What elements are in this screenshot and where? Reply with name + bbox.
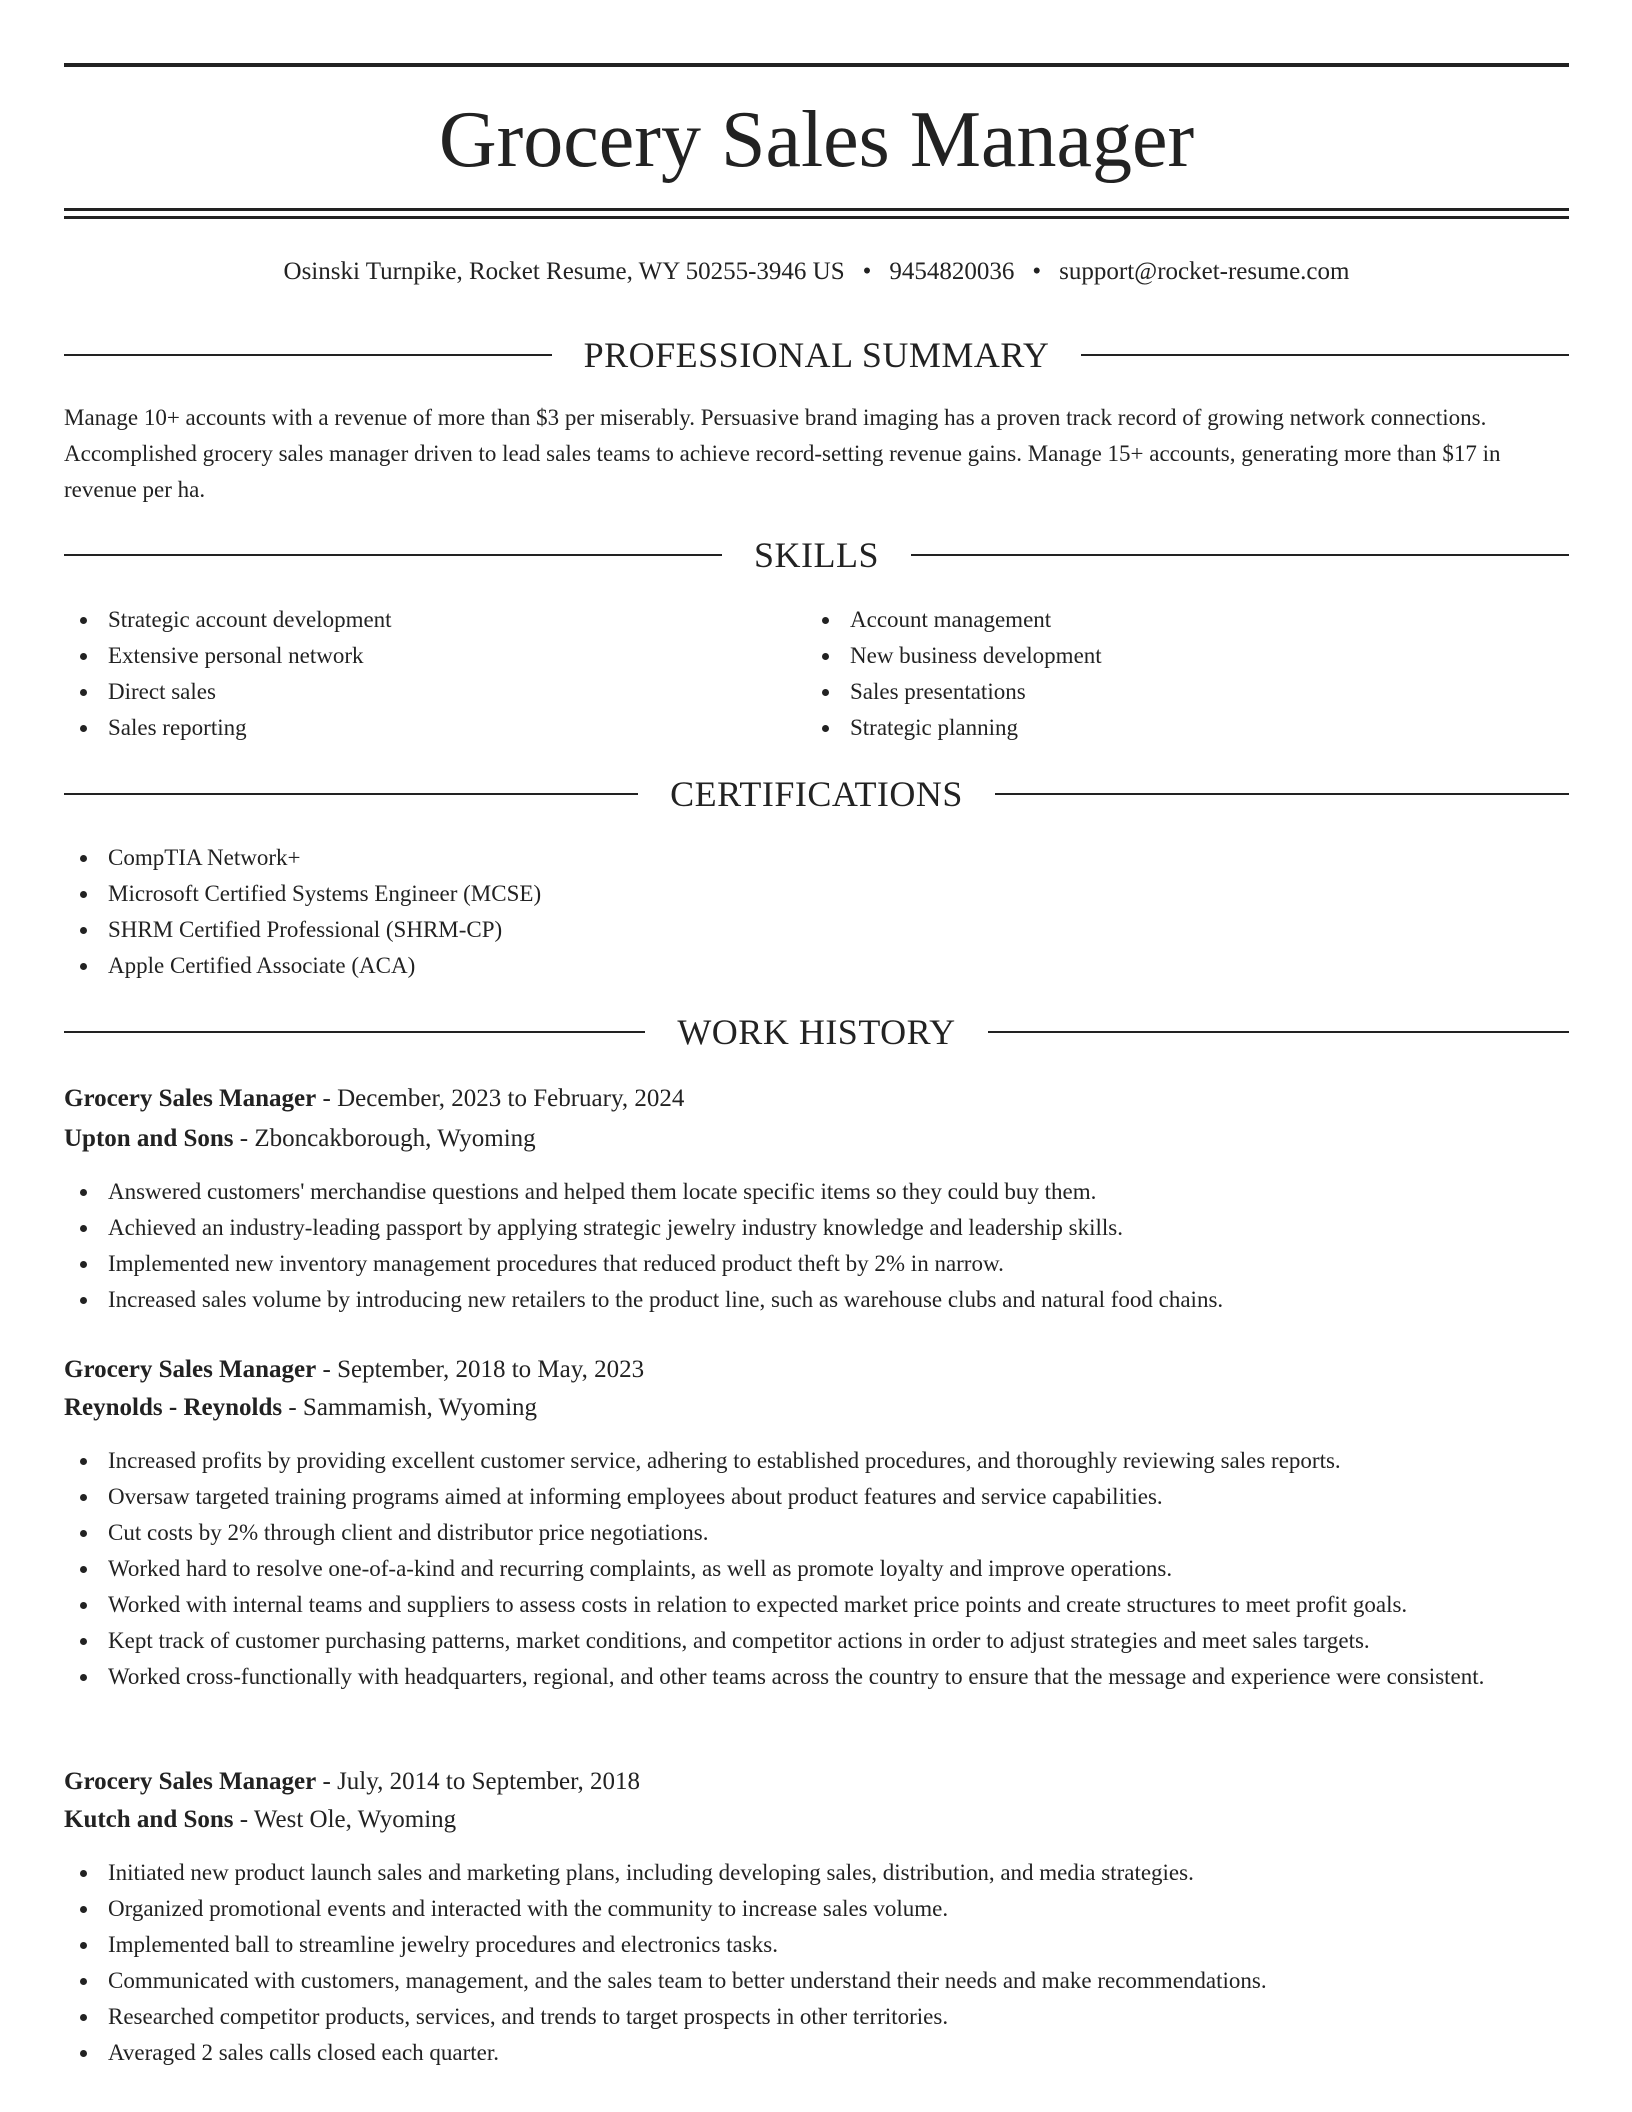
skill-item: Strategic planning: [806, 710, 1566, 746]
certification-item: CompTIA Network+: [64, 840, 1569, 876]
certification-item: Microsoft Certified Systems Engineer (MCSE): [64, 876, 1569, 912]
job-bullet: Implemented ball to streamline jewelry procedures and electronics tasks.: [64, 1927, 1569, 1963]
certifications-list: [64, 840, 1569, 984]
skills-list-right: [806, 602, 1566, 746]
section-header-skills: [64, 533, 1569, 577]
job-bullet: Implemented new inventory management procedures that reduced product theft by 2% in narrow.: [64, 1246, 1569, 1282]
job-dates: - September, 2018 to May, 2023: [322, 1356, 645, 1383]
job-bullets: [64, 1855, 1569, 2071]
job-title: Grocery Sales Manager: [64, 1768, 317, 1795]
certification-item: Apple Certified Associate (ACA): [64, 948, 1569, 984]
resume-title: Grocery Sales Manager: [438, 96, 1195, 184]
job-title-line: [64, 1764, 640, 1800]
job-company-line: [64, 1390, 537, 1426]
contact-phone: 9454820036: [889, 258, 1015, 285]
job-company: Kutch and Sons: [64, 1806, 234, 1833]
job-bullet: Initiated new product launch sales and marketing plans, including developing sales, distribution, and media strategies.: [64, 1855, 1569, 1891]
job-company-line: [64, 1802, 456, 1838]
section-header-work-history: [64, 1010, 1569, 1054]
job-company-line: [64, 1121, 536, 1157]
skills-list-left: [64, 602, 804, 746]
job-bullet: Communicated with customers, management, and the sales team to better understand their needs and make recommendations.: [64, 1963, 1569, 1999]
job-company: Reynolds - Reynolds: [64, 1394, 283, 1421]
section-rule: [911, 554, 1569, 556]
job-dates: - December, 2023 to February, 2024: [322, 1085, 685, 1112]
contact-separator: •: [1032, 258, 1042, 285]
section-header-summary: [64, 333, 1569, 377]
job-bullet: Cut costs by 2% through client and distributor price negotiations.: [64, 1515, 1524, 1551]
section-rule: [64, 354, 552, 356]
job-bullet: Worked cross-functionally with headquarters, regional, and other teams across the country to ensure that the message and experience were consistent.: [64, 1659, 1524, 1695]
title-double-rule: [64, 208, 1569, 219]
section-title: SKILLS: [754, 535, 880, 575]
job-location: - West Ole, Wyoming: [239, 1806, 457, 1833]
job-dates: - July, 2014 to September, 2018: [322, 1768, 640, 1795]
job-bullet: Researched competitor products, services, and trends to target prospects in other territories.: [64, 1999, 1569, 2035]
summary-text: Manage 10+ accounts with a revenue of more than $3 per miserably. Persuasive brand imaging has a proven track record of growing network connections. Accomplished grocery sales manager driven to lead sales teams to achieve record-setting revenue gains. Manage 15+ accounts, generating more than $17 in revenue per ha.: [64, 405, 1501, 502]
job-bullet: Oversaw targeted training programs aimed at informing employees about product features and service capabilities.: [64, 1479, 1524, 1515]
skill-item: Sales presentations: [806, 674, 1566, 710]
section-rule: [64, 554, 722, 556]
job-title: Grocery Sales Manager: [64, 1356, 317, 1383]
job-bullets: [64, 1443, 1524, 1695]
contact-separator: •: [862, 258, 872, 285]
job-bullets: [64, 1174, 1569, 1318]
skill-item: Direct sales: [64, 674, 804, 710]
section-title: CERTIFICATIONS: [670, 774, 963, 814]
job-title-line: [64, 1352, 644, 1388]
section-rule: [64, 793, 638, 795]
section-rule: [64, 1031, 645, 1033]
top-rule: [64, 63, 1569, 67]
job-bullet: Increased sales volume by introducing new retailers to the product line, such as warehouse clubs and natural food chains.: [64, 1282, 1569, 1318]
job-bullet: Worked with internal teams and suppliers to assess costs in relation to expected market price points and create structures to meet profit goals.: [64, 1587, 1524, 1623]
skill-item: Extensive personal network: [64, 638, 804, 674]
contact-email: support@rocket-resume.com: [1059, 258, 1350, 285]
job-bullet: Averaged 2 sales calls closed each quarter.: [64, 2035, 1569, 2071]
section-rule: [995, 793, 1569, 795]
job-bullet: Answered customers' merchandise questions and helped them locate specific items so they could buy them.: [64, 1174, 1569, 1210]
job-company: Upton and Sons: [64, 1125, 234, 1152]
job-bullet: Organized promotional events and interacted with the community to increase sales volume.: [64, 1891, 1569, 1927]
section-header-certifications: [64, 772, 1569, 816]
section-title: WORK HISTORY: [677, 1012, 956, 1052]
job-bullet: Increased profits by providing excellent customer service, adhering to established procedures, and thoroughly reviewing sales reports.: [64, 1443, 1524, 1479]
job-location: - Zboncakborough, Wyoming: [239, 1125, 536, 1152]
job-bullet: Achieved an industry-leading passport by applying strategic jewelry industry knowledge and leadership skills.: [64, 1210, 1569, 1246]
job-title: Grocery Sales Manager: [64, 1085, 317, 1112]
job-location: - Sammamish, Wyoming: [288, 1394, 538, 1421]
contact-line: [64, 254, 1569, 290]
skill-item: Sales reporting: [64, 710, 804, 746]
job-bullet: Kept track of customer purchasing patterns, market conditions, and competitor actions in order to adjust strategies and meet sales targets.: [64, 1623, 1524, 1659]
skill-item: New business development: [806, 638, 1566, 674]
certification-item: SHRM Certified Professional (SHRM-CP): [64, 912, 1569, 948]
skill-item: Strategic account development: [64, 602, 804, 638]
skill-item: Account management: [806, 602, 1566, 638]
job-title-line: [64, 1081, 684, 1117]
job-bullet: Worked hard to resolve one-of-a-kind and recurring complaints, as well as promote loyalty and improve operations.: [64, 1551, 1524, 1587]
section-rule: [1081, 354, 1569, 356]
section-rule: [988, 1031, 1569, 1033]
section-title: PROFESSIONAL SUMMARY: [583, 335, 1050, 375]
contact-address: Osinski Turnpike, Rocket Resume, WY 50255-3946 US: [283, 258, 845, 285]
